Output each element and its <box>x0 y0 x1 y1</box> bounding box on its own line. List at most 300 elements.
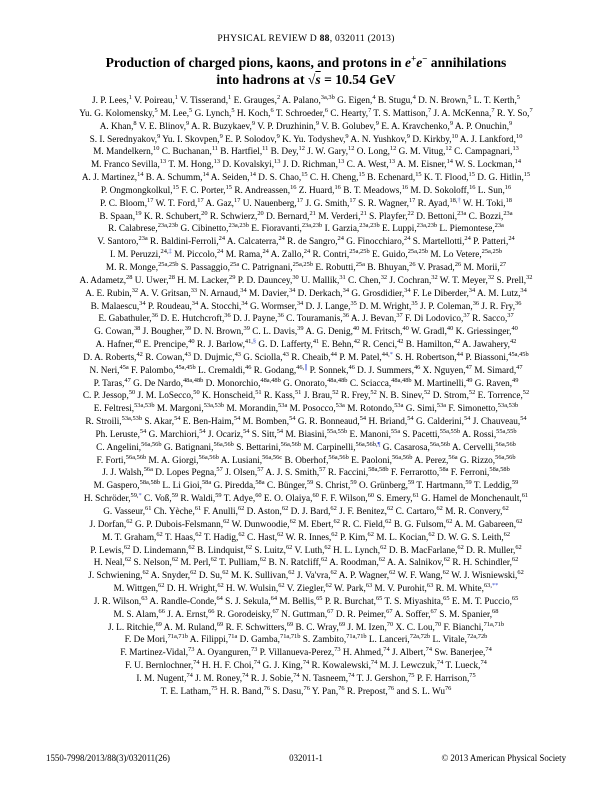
affiliation-ref: 53a,53b <box>497 402 519 410</box>
affiliation-superscript <box>407 415 413 422</box>
affiliation-superscript <box>198 454 218 461</box>
author-line: R. Stroili,$^{53a,53b}$ S. Akar,$^{54}$ E. Ben-Haim,$^{54}$ M. Bomben,$^{54}$ G. R. Bonneaud,$^{54}$ H. Briand,$^{54}$ G. Calderini,$^{54}$ J. Chauveau,$^{54}$ <box>85 415 527 428</box>
affiliation-superscript <box>505 184 511 191</box>
affiliation-superscript <box>383 646 389 653</box>
affiliation-superscript <box>160 158 166 165</box>
affiliation-ref: 14 <box>446 158 453 166</box>
plus-superscript: + <box>411 53 417 64</box>
affiliation-superscript <box>360 210 366 217</box>
affiliation-superscript <box>354 338 360 345</box>
affiliation-superscript <box>408 479 414 486</box>
affiliation-ref: 37 <box>463 312 470 320</box>
footnote-marker-link[interactable]: * <box>138 492 142 500</box>
affiliation-superscript <box>368 107 371 114</box>
affiliation-superscript <box>391 428 400 435</box>
affiliation-ref: 66 <box>158 607 165 615</box>
affiliation-superscript <box>141 441 161 448</box>
affiliation-ref: 1 <box>128 93 132 101</box>
affiliation-superscript <box>343 287 349 294</box>
affiliation-ref: 25a,25b <box>158 260 179 268</box>
affiliation-ref: 13 <box>337 158 345 166</box>
author-line: Ph. Leruste,$^{54}$ G. Marchiori,$^{54}$ J. Ocariz,$^{54}$ S. Sitt,$^{54}$ M. Biasini,$^{55a,55b}$ E. Manoni,$^{55a}$ S. Pacetti,$^{55a,55b}$ A. Rossi,$^{55a,55b}$ <box>95 427 517 440</box>
affiliation-superscript <box>444 556 450 563</box>
affiliation-superscript <box>297 299 303 306</box>
affiliation-ref: 62 <box>330 504 337 512</box>
affiliation-superscript <box>457 351 463 358</box>
affiliation-ref: 62 <box>325 581 332 589</box>
affiliation-ref: 12 <box>298 145 305 153</box>
affiliation-superscript <box>185 351 191 358</box>
affiliation-superscript <box>402 325 408 332</box>
affiliation-ref: 24 <box>464 235 471 243</box>
author-line: J. Dorfan,$^{62}$ G. P. Dubois-Felsmann,$^{62}$ W. Dunwoodie,$^{62}$ M. Ebert,$^{62}$ R. C. Field,$^{62}$ B. G. Fulsom,$^{62}$ A. M. Gabareen,$^{62}$ <box>89 517 523 530</box>
affiliation-superscript <box>199 428 205 435</box>
affiliation-ref: 74 <box>485 646 492 654</box>
affiliation-ref: 24 <box>404 235 411 243</box>
affiliation-superscript <box>136 351 142 358</box>
affiliation-superscript <box>331 531 337 538</box>
affiliation-ref: 66 <box>208 607 215 615</box>
affiliation-superscript <box>469 389 475 396</box>
affiliation-superscript <box>282 505 288 512</box>
author-line: A. Adametz,$^{28}$ U. Uwer,$^{28}$ H. M. Lacker,$^{29}$ P. D. Dauncey,$^{30}$ U. Mallik,$^{31}$ C. Chen,$^{32}$ J. Cochran,$^{32}$ W. T. Meyer,$^{32}$ S. Prell,$^{32}$ <box>79 273 533 286</box>
affiliation-ref: 46 <box>413 363 421 371</box>
affiliation-ref: 56a,56b <box>429 440 451 448</box>
affiliation-superscript <box>409 197 415 204</box>
affiliation-superscript <box>413 94 416 101</box>
affiliation-superscript <box>124 543 130 550</box>
affiliation-ref: 71a,71b <box>280 633 301 641</box>
affiliation-ref: 39 <box>243 325 250 333</box>
affiliation-ref: 14 <box>514 158 522 166</box>
author-line: I. M. Peruzzi,$^{24,\ddagger}$ M. Piccolo,$^{24}$ M. Rama,$^{24}$ A. Zallo,$^{24}$ R. Contri,$^{25a,25b}$ E. Guido,$^{25a,25b}$ M. Lo Vetere,$^{25a,25b}$ <box>109 248 503 261</box>
affiliation-ref: 57 <box>319 466 326 474</box>
affiliation-superscript <box>188 543 194 550</box>
affiliation-superscript <box>293 261 313 268</box>
affiliation-ref: 9 <box>157 132 161 140</box>
affiliation-ref: 15 <box>415 170 422 178</box>
affiliation-superscript <box>277 312 283 319</box>
affiliation-superscript <box>520 415 526 422</box>
affiliation-ref: 33 <box>190 286 198 294</box>
affiliation-ref: 9 <box>406 132 410 140</box>
affiliation-superscript <box>280 633 300 640</box>
affiliation-superscript <box>327 376 347 383</box>
affiliation-superscript <box>484 582 498 589</box>
affiliation-superscript <box>515 299 521 306</box>
affiliation-superscript <box>290 184 296 191</box>
affiliation-superscript <box>203 171 209 178</box>
author-line: H. Schröder,$^{59,*}$ C. Voß,$^{59}$ R. Waldi,$^{59}$ T. Adye,$^{60}$ E. O. Olaiya,$^{60}$ F. F. Wilson,$^{60}$ S. Emery,$^{61}$ G. Hamel de Monchenault,$^{61}$ <box>83 492 529 505</box>
affiliation-superscript <box>455 261 461 268</box>
affiliation-superscript <box>495 441 515 448</box>
title-line2: into hadrons at √s = 10.54 GeV <box>216 71 396 87</box>
affiliation-superscript <box>326 582 332 589</box>
affiliation-superscript <box>516 518 522 525</box>
footnote-marker-link[interactable]: ∥ <box>304 363 308 371</box>
author-line: G. Vasseur,$^{61}$ Ch. Yèche,$^{61}$ F. Anulli,$^{62}$ D. Aston,$^{62}$ D. J. Bard,$^{62}$ J. F. Benitez,$^{62}$ C. Cartaro,$^{62}$ M. R. Convery,$^{62}$ <box>103 504 509 517</box>
affiliation-ref: 62 <box>210 556 217 564</box>
affiliation-superscript <box>292 274 298 281</box>
affiliation-superscript <box>450 120 453 127</box>
affiliation-ref: 45a,45b <box>175 363 196 371</box>
affiliation-superscript <box>382 351 393 358</box>
affiliation-superscript <box>296 364 307 371</box>
affiliation-superscript <box>360 415 366 422</box>
affiliation-superscript <box>246 543 252 550</box>
affiliation-superscript <box>277 428 283 435</box>
affiliation-superscript <box>495 454 515 461</box>
author-line: N. Neri,$^{45a}$ F. Palombo,$^{45a,45b}$ L. Cremaldi,$^{46}$ R. Godang,$^{46,\parallel}$ P. Sonnek,$^{46}$ D. J. Summers,$^{46}$ X. Nguyen,$^{47}$ M. Simard,$^{47}$ <box>89 363 523 376</box>
footnote-marker-link[interactable]: ¶ <box>377 440 381 448</box>
minus-superscript: − <box>422 53 428 64</box>
footnote-marker-link[interactable]: ‡ <box>168 248 172 256</box>
affiliation-ref: 12 <box>348 145 355 153</box>
affiliation-ref: 54 <box>359 415 367 423</box>
affiliation-ref: 52 <box>468 389 476 397</box>
affiliation-superscript <box>414 364 420 371</box>
affiliation-ref: 35 <box>350 299 357 307</box>
affiliation-ref: 17 <box>234 196 241 204</box>
affiliation-superscript <box>307 479 313 486</box>
affiliation-superscript <box>229 222 249 229</box>
affiliation-ref: 74 <box>193 659 200 667</box>
affiliation-ref: 54 <box>276 427 284 435</box>
affiliation-ref: 12 <box>389 145 397 153</box>
affiliation-superscript <box>447 325 453 332</box>
affiliation-superscript <box>278 235 284 242</box>
affiliation-ref: 74 <box>480 659 487 667</box>
author-line: M. Mandelkern,$^{10}$ C. Buchanan,$^{11}$ B. Hartfiel,$^{11}$ B. Dey,$^{12}$ J. W. Gary,$^{12}$ O. Long,$^{12}$ G. M. Vitug,$^{12}$ C. Campagnari,$^{13}$ <box>93 145 519 158</box>
affiliation-ref: 9 <box>509 119 513 127</box>
affiliation-superscript <box>504 531 510 538</box>
affiliation-ref: 11 <box>211 145 218 153</box>
affiliation-ref: 62 <box>502 504 509 512</box>
affiliation-superscript <box>522 492 528 499</box>
affiliation-superscript <box>321 94 335 101</box>
affiliation-ref: 14 <box>202 170 209 178</box>
affiliation-superscript <box>228 633 237 640</box>
affiliation-ref: 58a,58b <box>489 466 510 474</box>
affiliation-superscript <box>241 299 247 306</box>
footnote-marker-link[interactable]: † <box>457 196 461 204</box>
affiliation-superscript <box>437 402 446 409</box>
affiliation-ref: 54 <box>463 415 471 423</box>
affiliation-superscript <box>404 287 410 294</box>
affiliation-ref: 74 <box>436 659 444 667</box>
affiliation-ref: 4 <box>412 93 416 101</box>
affiliation-ref: 24 <box>262 248 269 256</box>
affiliation-superscript <box>368 492 374 499</box>
affiliation-superscript <box>224 312 230 319</box>
affiliation-superscript <box>415 171 421 178</box>
affiliation-superscript <box>368 466 388 473</box>
affiliation-superscript <box>204 402 224 409</box>
affiliation-ref: 36 <box>342 312 350 320</box>
journal-volume: 88 <box>319 33 330 44</box>
affiliation-superscript <box>489 466 509 473</box>
affiliation-ref: 62 <box>442 569 450 577</box>
author-line: P. C. Bloom,$^{17}$ W. T. Ford,$^{17}$ A. Gaz,$^{17}$ U. Nauenberg,$^{17}$ J. G. Smith,$^{17}$ S. R. Wagner,$^{17}$ R. Ayad,$^{18,\dagger}$ W. H. Toki,$^{18}$ <box>99 196 512 209</box>
affiliation-ref: 58a <box>201 479 212 487</box>
affiliation-ref: 7 <box>491 106 495 114</box>
affiliation-ref: 23a,23b <box>301 222 323 230</box>
affiliation-ref: 6 <box>324 106 329 114</box>
affiliation-superscript <box>242 672 248 679</box>
affiliation-superscript <box>245 338 256 345</box>
author-line: J. L. Ritchie,$^{69}$ A. M. Ruland,$^{69}$ R. F. Schwitters,$^{69}$ B. C. Wray,$^{69}$ J. M. Izen,$^{70}$ X. C. Lou,$^{70}$ F. Bianchi,$^{71a,71b}$ <box>107 620 505 633</box>
affiliation-superscript <box>339 621 345 628</box>
affiliation-superscript <box>431 274 437 281</box>
affiliation-ref: 58a,58b <box>139 479 161 487</box>
affiliation-superscript <box>211 685 217 692</box>
footnote-marker-link[interactable]: § <box>252 337 257 345</box>
electron-symbol: e <box>405 55 412 70</box>
affiliation-superscript <box>278 402 287 409</box>
affiliation-ref: 56a,56b <box>495 453 516 461</box>
affiliation-ref: 16 <box>334 183 341 191</box>
affiliation-superscript <box>202 479 211 486</box>
affiliation-superscript <box>191 287 197 294</box>
author-line: C. P. Jessop,$^{50}$ J. M. LoSecco,$^{50}$ K. Honscheid,$^{51}$ R. Kass,$^{51}$ J. Brau,$^{52}$ R. Frey,$^{52}$ N. B. Sinev,$^{52}$ D. Strom,$^{52}$ E. Torrence,$^{52}$ <box>82 389 530 402</box>
affiliation-ref: 74 <box>370 659 378 667</box>
affiliation-ref: 23a,23b <box>157 222 179 230</box>
affiliation-ref: 23a <box>138 235 148 243</box>
affiliation-ref: 61 <box>194 504 202 512</box>
affiliation-ref: 25a,25b <box>349 248 370 256</box>
affiliation-superscript <box>238 531 244 538</box>
affiliation-ref: 51 <box>294 389 302 397</box>
affiliation-ref: 34 <box>191 299 199 307</box>
affiliation-superscript <box>524 171 530 178</box>
affiliation-ref: 28 <box>126 273 133 281</box>
affiliation-superscript <box>328 454 348 461</box>
affiliation-ref: 56a,56b, <box>355 440 378 448</box>
affiliation-ref: 51 <box>255 389 262 397</box>
affiliation-ref: 43 <box>234 350 241 358</box>
author-line: E. Gabathuler,$^{36}$ D. E. Hutchcroft,$^{36}$ D. J. Payne,$^{36}$ C. Touramanis,$^{36}$ A. J. Bevan,$^{37}$ F. Di Lodovico,$^{37}$ R. Sacco,$^{37}$ <box>98 312 514 325</box>
affiliation-ref: 74 <box>253 659 261 667</box>
affiliation-superscript <box>327 608 333 615</box>
affiliation-superscript <box>142 569 148 576</box>
affiliation-superscript <box>183 376 203 383</box>
affiliation-ref: 65 <box>511 594 519 602</box>
affiliation-superscript <box>147 197 153 204</box>
affiliation-ref: 26 <box>454 260 462 268</box>
affiliation-ref: 62 <box>278 581 285 589</box>
affiliation-ref: 56a,56b <box>495 440 516 448</box>
affiliation-ref: 54 <box>407 415 414 423</box>
affiliation-superscript <box>129 94 132 101</box>
affiliation-superscript <box>131 492 142 499</box>
affiliation-ref: 65 <box>443 594 450 602</box>
affiliation-superscript <box>120 364 129 371</box>
affiliation-ref: 71a,71b <box>346 633 367 641</box>
affiliation-ref: 62 <box>222 569 229 577</box>
affiliation-ref: 13 <box>274 158 281 166</box>
affiliation-superscript <box>381 274 387 281</box>
affiliation-superscript <box>321 556 327 563</box>
affiliation-ref: 24 <box>337 235 344 243</box>
affiliation-ref: 9 <box>251 119 256 127</box>
affiliation-ref: 49 <box>466 376 473 384</box>
affiliation-ref: 22 <box>407 209 414 217</box>
affiliation-ref: 9 <box>219 132 223 140</box>
affiliation-ref: 17 <box>296 196 304 204</box>
affiliation-ref: 62 <box>517 569 524 577</box>
affiliation-superscript <box>260 556 266 563</box>
affiliation-ref: 48a,48b <box>182 376 204 384</box>
affiliation-superscript <box>431 608 437 615</box>
affiliation-superscript <box>304 685 310 692</box>
affiliation-ref: 59 <box>350 479 357 487</box>
author-line: F. U. Bernlochner,$^{74}$ H. H. F. Choi,$^{74}$ G. J. King,$^{74}$ R. Kowalewski,$^{74}$ M. J. Lewczuk,$^{74}$ T. Lueck,$^{74}$ <box>125 659 487 672</box>
author-line: F. Forti,$^{56a,56b}$ M. A. Giorgi,$^{56a,56b}$ A. Lusiani,$^{56a,56c}$ B. Oberhof,$^{56a,56b}$ E. Paoloni,$^{56a,56b}$ A. Perez,$^{56a}$ G. Rizzo,$^{56a,56b}$ <box>96 453 516 466</box>
affiliation-ref: 56a,56b <box>125 453 147 461</box>
affiliation-superscript <box>473 299 479 306</box>
author-line: A. Khan,$^8$ V. E. Blinov,$^9$ A. R. Buzykaev,$^9$ V. P. Druzhinin,$^9$ V. B. Golubev,$^9$ E. A. Kravchenko,$^9$ A. P. Onuchin,$^9$ <box>99 119 513 132</box>
affiliation-superscript <box>408 248 428 255</box>
affiliation-ref: 25a <box>355 260 365 268</box>
affiliation-superscript <box>466 376 472 383</box>
affiliation-ref: 23a <box>503 209 513 217</box>
affiliation-ref: 54 <box>199 427 206 435</box>
affiliation-superscript <box>454 338 460 345</box>
affiliation-ref: 61 <box>145 504 152 512</box>
affiliation-ref: 56a,56c <box>262 453 283 461</box>
affiliation-superscript <box>397 338 403 345</box>
affiliation-superscript <box>217 582 223 589</box>
affiliation-superscript <box>262 248 268 255</box>
journal-header <box>0 33 612 44</box>
affiliation-ref: 56a <box>143 466 153 474</box>
affiliation-superscript <box>226 184 232 191</box>
affiliation-ref: 40 <box>188 337 195 345</box>
affiliation-superscript <box>175 364 195 371</box>
affiliation-ref: 14 <box>249 170 256 178</box>
affiliation-ref: 55a,55b <box>439 427 461 435</box>
affiliation-superscript <box>492 608 498 615</box>
affiliation-superscript <box>155 621 161 628</box>
affiliation-superscript <box>126 454 146 461</box>
affiliation-ref: 40 <box>402 325 409 333</box>
affiliation-superscript <box>379 556 385 563</box>
affiliation-ref: 62 <box>389 569 396 577</box>
affiliation-superscript <box>388 685 394 692</box>
affiliation-superscript <box>214 158 220 165</box>
affiliation-ref: 56a,56b <box>280 440 302 448</box>
affiliation-ref: 5 <box>468 93 472 101</box>
affiliation-superscript <box>508 351 528 358</box>
affiliation-superscript <box>137 171 143 178</box>
affiliation-superscript <box>482 248 502 255</box>
affiliation-ref: 42 <box>453 337 461 345</box>
affiliation-ref: 25a,25b <box>407 248 429 256</box>
affiliation-ref: 23a,23b <box>359 222 380 230</box>
author-line: M. R. Monge,$^{25a,25b}$ S. Passaggio,$^{25a}$ C. Patrignani,$^{25a,25b}$ E. Robutti,$^{25a}$ B. Bhuyan,$^{26}$ V. Prasad,$^{26}$ M. Morii,$^{27}$ <box>105 260 507 273</box>
affiliation-superscript <box>216 466 222 473</box>
affiliation-ref: 9 <box>276 132 280 140</box>
affiliation-superscript <box>212 145 218 152</box>
affiliation-ref: 42 <box>397 337 404 345</box>
affiliation-superscript <box>465 479 471 486</box>
affiliation-superscript <box>430 441 450 448</box>
affiliation-superscript <box>502 505 508 512</box>
affiliation-superscript <box>488 274 494 281</box>
affiliation-ref: 73 <box>188 646 195 654</box>
footnote-marker-link[interactable]: * <box>389 350 393 358</box>
affiliation-superscript <box>173 184 179 191</box>
affiliation-ref: 28 <box>168 273 175 281</box>
affiliation-superscript <box>251 646 257 653</box>
affiliation-superscript <box>349 197 355 204</box>
affiliation-ref: 56a,56b <box>213 440 234 448</box>
sqrt-symbol: √ <box>307 71 316 87</box>
affiliation-superscript <box>277 132 280 139</box>
author-line: J. R. Wilson,$^{63}$ A. Randle-Conde,$^{64}$ S. J. Sekula,$^{64}$ M. Bellis,$^{65}$ P. R. Burchat,$^{65}$ T. S. Miyashita,$^{65}$ E. M. T. Puccio,$^{65}$ <box>93 594 519 607</box>
affiliation-ref: 59 <box>407 479 415 487</box>
affiliation-ref: 43 <box>282 350 289 358</box>
affiliation-superscript <box>366 582 372 589</box>
affiliation-ref: 53a <box>335 402 345 410</box>
affiliation-superscript <box>135 338 141 345</box>
affiliation-superscript <box>348 672 354 679</box>
affiliation-ref: 71a,71b <box>483 620 505 628</box>
affiliation-superscript <box>334 184 340 191</box>
affiliation-superscript <box>188 338 194 345</box>
affiliation-superscript <box>287 621 293 628</box>
affiliation-superscript <box>271 595 277 602</box>
affiliation-ref: 53a <box>278 402 288 410</box>
affiliation-superscript <box>387 621 393 628</box>
affiliation-superscript <box>185 325 191 332</box>
affiliation-superscript <box>512 595 518 602</box>
affiliation-superscript <box>301 171 307 178</box>
affiliation-superscript <box>409 261 415 268</box>
affiliation-ref: 55a,55b <box>496 427 517 435</box>
footnote-marker-link[interactable]: ** <box>491 581 499 589</box>
affiliation-superscript <box>517 94 520 101</box>
author-line: M. Gaspero,$^{58a,58b}$ L. Li Gioi,$^{58a}$ G. Piredda,$^{58a}$ C. Bünger,$^{59}$ S. Christ,$^{59}$ O. Grünberg,$^{59}$ T. Hartmann,$^{59}$ T. Leddig,$^{59}$ <box>93 479 519 492</box>
affiliation-superscript <box>491 107 494 114</box>
page-number: 032011-1 <box>289 753 323 763</box>
affiliation-ref: 41 <box>312 337 320 345</box>
affiliation-superscript <box>338 685 344 692</box>
affiliation-superscript <box>189 107 192 114</box>
affiliation-ref: 15 <box>301 170 308 178</box>
affiliation-superscript <box>262 454 282 461</box>
affiliation-superscript <box>530 107 533 114</box>
affiliation-ref: 62 <box>385 517 392 525</box>
affiliation-superscript <box>157 132 160 139</box>
affiliation-superscript <box>394 402 403 409</box>
affiliation-superscript <box>240 287 246 294</box>
affiliation-ref: 63, <box>483 581 492 589</box>
affiliation-ref: 8 <box>133 119 137 127</box>
affiliation-superscript <box>193 659 199 666</box>
affiliation-superscript <box>159 608 165 615</box>
affiliation-ref: 70 <box>434 620 442 628</box>
affiliation-superscript <box>389 158 395 165</box>
affiliation-superscript <box>264 685 270 692</box>
affiliation-ref: 62 <box>331 530 338 538</box>
affiliation-superscript <box>348 364 354 371</box>
affiliation-ref: 62 <box>158 581 165 589</box>
affiliation-superscript <box>356 441 381 448</box>
affiliation-ref: 69 <box>338 620 346 628</box>
affiliation-ref: 65 <box>375 594 383 602</box>
affiliation-ref: 74 <box>293 671 300 679</box>
